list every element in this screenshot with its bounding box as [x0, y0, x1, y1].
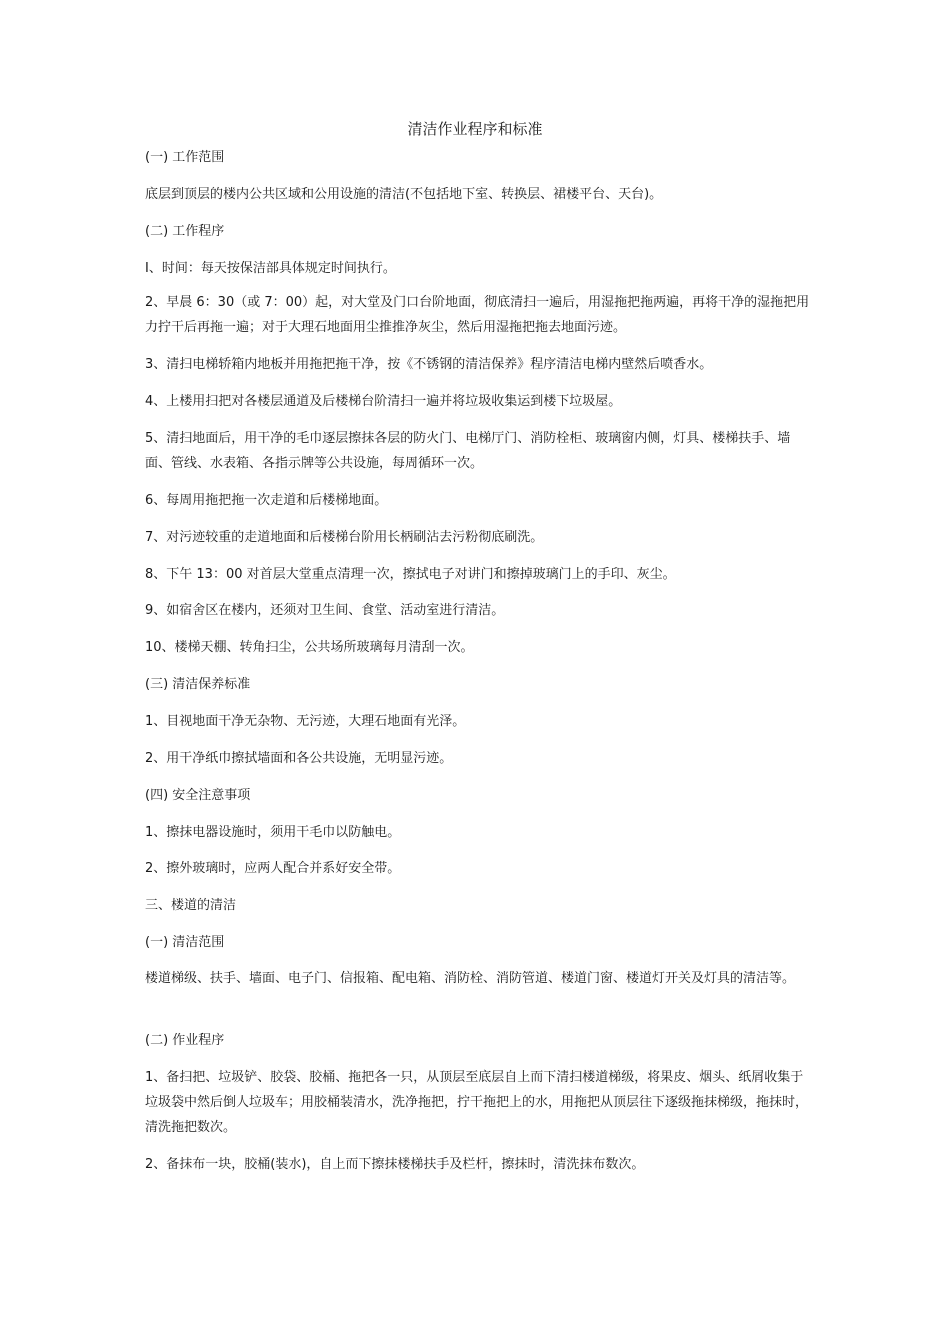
paragraph: 底层到顶层的楼内公共区域和公用设施的清洁(不包括地下室、转换层、裙楼平台、天台)。 — [145, 187, 663, 202]
section-heading: (一) 清洁范围 — [145, 935, 225, 950]
section-heading: (二) 工作程序 — [145, 224, 225, 239]
paragraph: 1、擦抹电器设施时，须用干毛巾以防触电。 — [145, 825, 401, 840]
paragraph: 6、每周用拖把拖一次走道和后楼梯地面。 — [145, 493, 388, 508]
section-heading: 三、楼道的清洁 — [145, 898, 237, 913]
paragraph: 2、早晨 6：30（或 7：00）起，对大堂及门口台阶地面，彻底清扫一遍后，用湿拖把拖两遍，再将干净的湿拖把用力拧干后再拖一遍；对于大理石地面用尘推推净灰尘，然后用湿拖把拖去地面污迹。 — [145, 295, 810, 335]
section-heading: (三) 清洁保养标准 — [145, 677, 251, 692]
paragraph: 8、下午 13：00 对首层大堂重点清理一次，擦拭电子对讲门和擦掉玻璃门上的手印、灰尘。 — [145, 567, 676, 582]
document-title: 清洁作业程序和标准 — [407, 120, 543, 138]
paragraph: 10、楼梯天棚、转角扫尘，公共场所玻璃每月清刮一次。 — [145, 640, 474, 655]
section-heading: (一) 工作范围 — [145, 150, 225, 165]
paragraph: 2、用干净纸巾擦拭墙面和各公共设施，无明显污迹。 — [145, 751, 453, 766]
paragraph: 3、清扫电梯轿箱内地板并用拖把拖干净，按《不锈钢的清洁保养》程序清洁电梯内壁然后喷香水。 — [145, 357, 713, 372]
section-heading: (二) 作业程序 — [145, 1033, 225, 1048]
section-heading: (四) 安全注意事项 — [145, 788, 251, 803]
paragraph: 2、擦外玻璃时，应两人配合并系好安全带。 — [145, 861, 401, 876]
paragraph: 1、备扫把、垃圾铲、胶袋、胶桶、拖把各一只，从顶层至底层自上而下清扫楼道梯级，将果皮、烟头、纸屑收集于垃圾袋中然后倒人垃圾车；用胶桶装清水，洗净拖把，拧干拖把上的水，用拖把从顶层往下逐级拖抹梯级，拖抹时，清洗拖把数次。 — [145, 1070, 809, 1135]
paragraph: 楼道梯级、扶手、墙面、电子门、信报箱、配电箱、消防栓、消防管道、楼道门窗、楼道灯开关及灯具的清洁等。 — [145, 971, 796, 986]
paragraph: Ⅰ、时间：每天按保洁部具体规定时间执行。 — [145, 261, 396, 276]
paragraph: 7、对污迹较重的走道地面和后楼梯台阶用长柄刷沾去污粉彻底刷洗。 — [145, 530, 544, 545]
paragraph: 5、清扫地面后，用干净的毛巾逐层擦抹各层的防火门、电梯厅门、消防栓柜、玻璃窗内侧，灯具、楼梯扶手、墙面、管线、水表箱、各指示牌等公共设施，每周循环一次。 — [145, 431, 791, 471]
paragraph: 2、备抹布一块，胶桶(装水)，自上而下擦抹楼梯扶手及栏杆，擦抹时，清洗抹布数次。 — [145, 1157, 645, 1172]
paragraph: 9、如宿舍区在楼内，还须对卫生间、食堂、活动室进行清洁。 — [145, 603, 505, 618]
paragraph: 4、上楼用扫把对各楼层通道及后楼梯台阶清扫一遍并将垃圾收集运到楼下垃圾屋。 — [145, 394, 622, 409]
paragraph: 1、目视地面干净无杂物、无污迹，大理石地面有光泽。 — [145, 714, 466, 729]
